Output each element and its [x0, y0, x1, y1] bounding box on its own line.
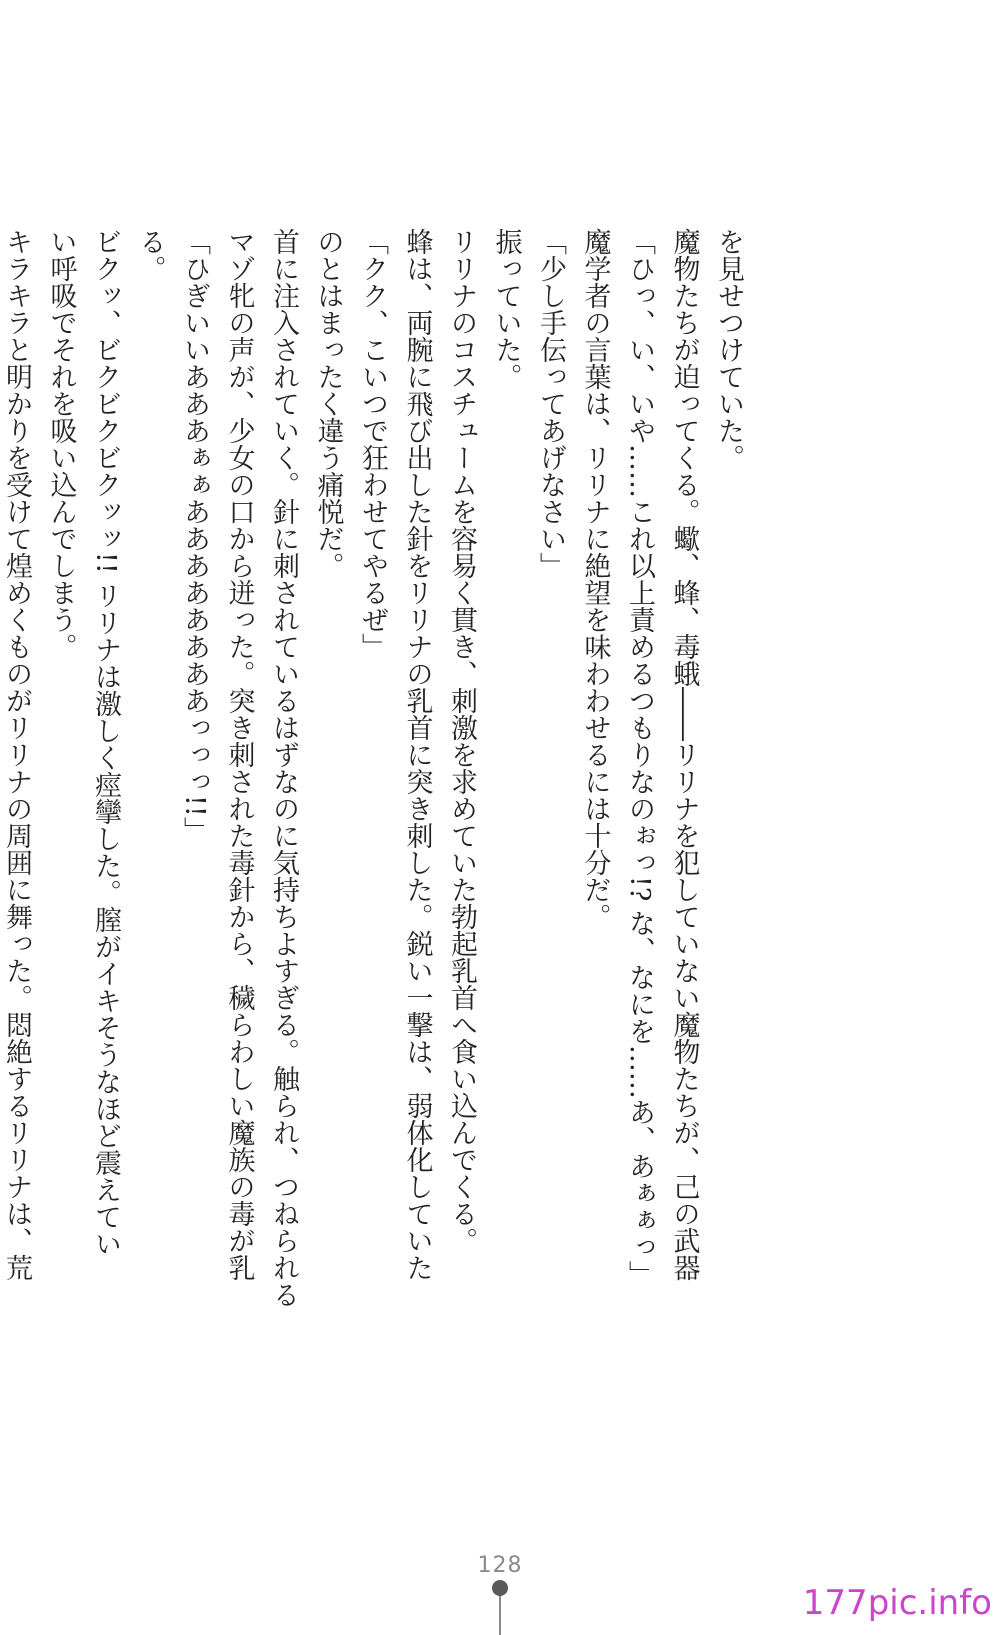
text-line: 振っていた。	[490, 228, 522, 390]
vertical-text-body	[1, 228, 750, 1348]
text-line: 魔学者の言葉は、リリナに絶望を味わわせるには十分だ。	[579, 228, 611, 930]
text-line: 「クク、こいつで狂わせてやるぜ」	[357, 228, 388, 660]
text-line: ビクッ、ビクビクビクッッ!! リリナは激しく痙攣した。膣がイキそうなほど震えてい	[90, 228, 121, 1258]
text-line: 蜂は、両腕に飛び出した針をリリナの乳首に突き刺した。鋭い一撃は、弱体化していた	[401, 228, 433, 1281]
text-line: のとはまったく違う痛悦だ。	[312, 228, 344, 579]
text-line: マゾ牝の声が、少女の口から迸った。突き刺された毒針から、穢らわしい魔族の毒が乳	[223, 228, 255, 1281]
watermark-text: 177pic.info	[802, 1583, 992, 1623]
text-line: キラキラと明かりを受けて煌めくものがリリナの周囲に舞った。悶絶するリリナは、荒	[1, 228, 32, 1281]
text-line: い呼吸でそれを吸い込んでしまう。	[45, 228, 77, 660]
text-line: 首に注入されていく。針に刺されているはずなのに気持ちよすぎる。触られ、つねられる	[268, 228, 299, 1308]
text-line: リリナのコスチュームを容易く貫き、刺激を求めていた勃起乳首へ食い込んでくる。	[446, 228, 477, 1254]
text-line: 「少し手伝ってあげなさい」	[535, 228, 566, 579]
page-number: 128	[477, 1553, 523, 1578]
text-line: 魔物たちが迫ってくる。蠍、蜂、毒蛾――リリナを犯していない魔物たちが、己の武器	[668, 228, 700, 1281]
text-line: を見せつけていた。	[713, 228, 744, 471]
text-line: る。	[134, 228, 166, 282]
text-line: 「ひっ、い、いや……これ以上責めるつもりなのぉっ!? な、なにを……あ、あぁぁっ」	[624, 228, 655, 1288]
text-line: 「ひぎいいあああぁぁああああああああっっっ!!」	[179, 228, 210, 844]
page-marker-dot	[492, 1580, 508, 1596]
